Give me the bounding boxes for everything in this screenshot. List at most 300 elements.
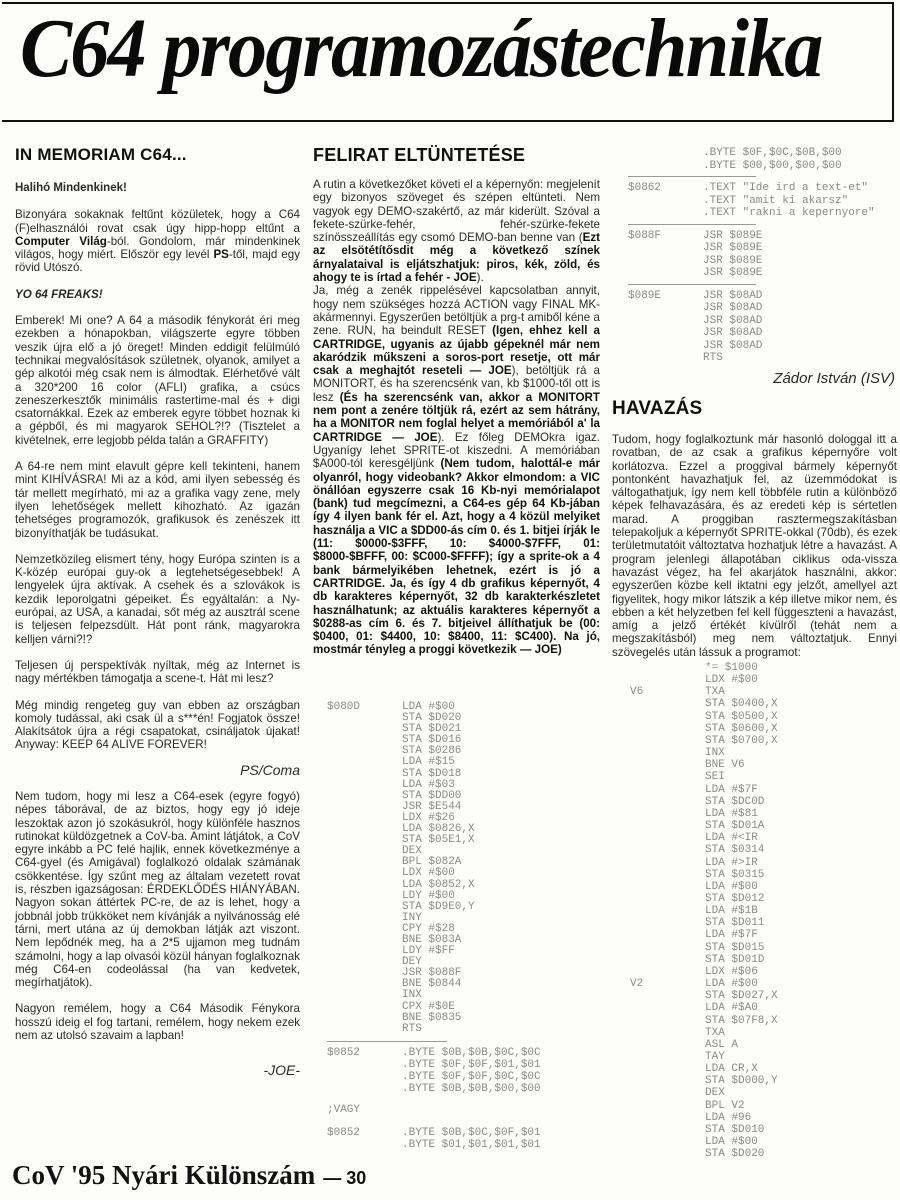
code-line <box>327 1083 541 1095</box>
code-line <box>628 230 875 243</box>
code-line <box>630 1051 778 1063</box>
code-label <box>327 1013 402 1024</box>
article-havazas <box>612 398 897 659</box>
code-instruction: JSR $089E <box>703 267 763 279</box>
code-instruction: .BYTE $01,$01,$01,$01 <box>402 1138 541 1151</box>
code-label: V6 <box>630 686 644 699</box>
author-signature: Zádor István (ISV) <box>773 370 895 387</box>
code-line <box>630 808 778 820</box>
code-listing-main <box>327 702 541 1151</box>
code-label <box>327 880 402 891</box>
code-label <box>630 820 705 832</box>
text-run: Ja, még a zenék rippelésével kapcsolatban annyit, hogy nem szükséges hozzá ACTION vagy FINAL MK-akármennyi. Egyszerűen betöltjük a prg-t amiből kéne a zene. RUN, ha beindult RESET <box>313 284 600 338</box>
code-instruction: STA $0700,X <box>705 734 778 747</box>
page-footer <box>12 1160 366 1191</box>
code-instruction: RTS <box>402 1022 422 1035</box>
code-label <box>630 1075 705 1087</box>
code-label <box>327 835 402 846</box>
code-label <box>630 893 705 905</box>
code-line <box>628 242 875 255</box>
code-label <box>327 990 402 1001</box>
code-label <box>630 1015 705 1027</box>
code-label <box>630 857 705 869</box>
code-instruction: STA $07F8,X <box>705 1014 778 1027</box>
code-line <box>327 769 541 780</box>
code-instruction: STA $D011 <box>705 917 765 930</box>
code-line <box>630 832 778 844</box>
text-run: ), betöltjük rá a MONITORT, és ha szerencsénk van, kb $1000-től ott is lesz <box>313 364 600 404</box>
code-label <box>327 1139 402 1151</box>
code-instruction: INX <box>402 989 422 1002</box>
code-label <box>630 662 705 674</box>
code-label <box>630 723 705 735</box>
code-label <box>630 881 705 893</box>
code-label <box>630 942 705 954</box>
code-label <box>327 780 402 791</box>
code-label <box>628 207 703 220</box>
code-instruction: DEY <box>402 956 422 969</box>
code-label <box>630 1051 705 1063</box>
code-instruction: STA $0600,X <box>705 722 778 735</box>
code-instruction: JSR $08AD <box>703 339 763 352</box>
greeting: Halihó Mindenkinek! <box>15 182 127 194</box>
code-label <box>628 267 703 280</box>
code-line <box>630 942 778 954</box>
code-label <box>327 979 402 990</box>
code-label <box>630 844 705 856</box>
code-block <box>327 1127 541 1151</box>
code-instruction: BNE V6 <box>705 759 745 772</box>
code-line <box>630 735 778 747</box>
text-run: Bizonyára sokaknak feltűnt közületek, hogy a C64 (F)elhasználói rovat csak úgy hipp-hopp eltűnt a <box>15 208 300 235</box>
afterword-body <box>15 790 300 1042</box>
code-instruction: LDA #96 <box>705 1111 752 1124</box>
code-line <box>630 662 778 674</box>
code-label <box>327 791 402 802</box>
code-listing-continued <box>628 147 875 365</box>
code-instruction: LDA #<IR <box>705 832 758 845</box>
code-instruction: INY <box>402 911 422 924</box>
article-body <box>313 178 600 657</box>
code-label <box>327 924 402 935</box>
code-label <box>630 771 705 783</box>
code-label: $0852 <box>327 1126 361 1139</box>
bold-text-run: (Igen, ehhez kell a CARTRIDGE, ugyanis az újabb gépeknél már nem akaródzik műkszeni a soros-port resetje, ott már csak a meghajtót reseteli — JOE <box>313 324 600 378</box>
article-heading: FELIRAT ELTÜNTETÉSE <box>313 145 526 165</box>
code-instruction: LDA #$00 <box>705 1136 758 1149</box>
code-line <box>630 954 778 966</box>
divider <box>628 224 756 225</box>
afterword-signature: -JOE- <box>263 1062 300 1079</box>
code-instruction: DEX <box>402 845 422 858</box>
code-line <box>630 929 778 941</box>
code-instruction: JSR $089E <box>703 229 763 242</box>
code-instruction: .TEXT "Ide ird a text-et" <box>703 182 869 194</box>
code-instruction: .BYTE $0B,$0B,$00,$00 <box>402 1082 541 1095</box>
code-label <box>630 796 705 808</box>
bold-text-run: (És ha szerencsénk van, akkor a MONITORT nem pont a zenére töltjük rá, ezért az sem hátrány, ha a MONITOR nem foglal helyet a memóriából a' la CARTRIDGE — JOE <box>313 390 600 444</box>
code-instruction: LDA #$7F <box>705 929 758 942</box>
code-label <box>327 1024 402 1035</box>
code-line <box>327 902 541 913</box>
code-label <box>628 352 703 365</box>
code-label <box>630 1027 705 1039</box>
code-line <box>628 340 875 353</box>
code-label <box>630 869 705 881</box>
code-label: $080D <box>327 701 361 713</box>
code-instruction: JSR $08AD <box>703 302 763 314</box>
code-instruction: STA $DD00 <box>402 789 462 802</box>
code-line <box>628 160 875 173</box>
paragraph <box>313 178 600 284</box>
code-block <box>630 662 778 1160</box>
code-instruction: INX <box>705 747 725 760</box>
code-instruction: JSR $089E <box>703 254 763 267</box>
article-in-memoriam <box>15 145 300 1078</box>
paragraph: Nem tudom, hogy mi lesz a C64-esek (egyre fogyó) népes táborával, de az biztos, hogy egy jó ideje leszoktak azon jó szokásukról, hogy különféle hasznos rutinokat küldözgetnek a CoV-ba. Amint látjátok, a CoV egyre inkább a PC felé hajlik, ennek következménye a C64-gyel (és Amigával) foglalkozó oldalak számának csökkentése. Így szűnt meg az általam vezetett rovat is, részben igazságosan: ÉRDEKLŐDÉS HIÁNYÁBAN. Nagyon sokan áttértek PC-re, de az is lehet, hogy a jobbnál jobb trükköket nem kívánják a nyilvánosság elé tárni, mert utána az új demokban látják azt viszont. Nem lepődnék meg, ha a 2*5 ujjamon meg tudnám számolni, hogy a lap olvasói közül hányan foglalkoznak még C64-en codeolással (ha van kedvetek, megírhatjátok). <box>15 789 300 990</box>
code-label <box>327 813 402 824</box>
code-instruction: STA $D027,X <box>705 990 778 1003</box>
code-block <box>327 1047 541 1095</box>
code-instruction: LDX #$26 <box>402 811 455 824</box>
code-instruction: LDX #$00 <box>402 867 455 880</box>
code-label <box>628 302 703 315</box>
code-instruction: BPL $082A <box>402 856 462 869</box>
code-instruction: CPY #$28 <box>402 922 455 935</box>
article-heading: IN MEMORIAM C64... <box>15 145 187 164</box>
code-line <box>327 979 541 990</box>
code-instruction: STA $D9E0,Y <box>402 900 475 913</box>
code-label <box>327 1059 402 1071</box>
bold-text-run: Ezt az elsötétítősdit még a következő színek árnyalataival is eljátszhatjuk: piros, kék, zöld, és ahogy te is írtad a fehér - JOE <box>313 231 600 285</box>
paragraph <box>313 284 600 656</box>
code-label <box>630 674 705 686</box>
code-label <box>630 929 705 941</box>
code-instruction: STA $D016 <box>402 734 462 747</box>
page-title: C64 programozástechnika <box>20 2 822 95</box>
code-label <box>628 242 703 255</box>
code-label <box>327 746 402 757</box>
code-line <box>630 1148 778 1160</box>
text-run: -től, majd egy rövid Utószó. <box>15 248 300 275</box>
code-label <box>327 946 402 957</box>
code-line <box>327 757 541 768</box>
code-label <box>327 757 402 768</box>
code-instruction: STA $0500,X <box>705 710 778 723</box>
letter-signature: PS/Coma <box>240 761 300 778</box>
code-line <box>628 255 875 268</box>
code-label <box>327 1002 402 1013</box>
code-line <box>630 1136 778 1148</box>
code-label <box>327 857 402 868</box>
code-label <box>630 1002 705 1014</box>
code-line <box>628 290 875 303</box>
code-line <box>630 674 778 686</box>
code-label <box>327 802 402 813</box>
code-label <box>630 954 705 966</box>
code-label <box>630 1063 705 1075</box>
code-line <box>630 686 778 698</box>
code-line <box>630 917 778 929</box>
code-line <box>327 880 541 891</box>
code-line <box>327 1127 541 1139</box>
code-line <box>630 978 778 990</box>
paragraph: Emberek! Mi one? A 64 a második fénykorát éri meg ezekben a hónapokban, világszerte egyre többen veszik újra elő a jó öreget! Minden eddigit felülmúló technikai megvalósítások születnek, olyanok, amilyet a gép alkotói még csak nem is álmodtak. Elérhetővé vált a 320*200 16 color (AFLI) grafika, a csúcs zeneszerkesztők minimális rastertime-mal és + digi csatornákkal. Ezek az emberek egyre többet hoznak ki a gépből, és mi magyarok SEHOL?!? (Tisztelet a kivételnek, erre legjobb példa talán a GRAFFITY) <box>15 314 300 447</box>
code-line <box>327 1139 541 1151</box>
code-label <box>327 913 402 924</box>
code-instruction: JSR $088F <box>402 967 462 980</box>
code-label <box>630 1112 705 1124</box>
code-line <box>327 1047 541 1059</box>
code-instruction: LDA #$81 <box>705 807 758 820</box>
code-line <box>630 881 778 893</box>
code-label <box>630 1087 705 1099</box>
code-line <box>630 759 778 771</box>
code-label <box>327 735 402 746</box>
code-label <box>327 902 402 913</box>
code-label: V2 <box>630 978 644 991</box>
divider <box>628 176 756 177</box>
code-label: $0852 <box>327 1046 361 1059</box>
code-label <box>630 832 705 844</box>
code-instruction: LDA $0826,X <box>402 823 475 836</box>
code-instruction: LDA #$00 <box>705 978 758 991</box>
code-line <box>628 315 875 328</box>
code-block <box>628 147 875 172</box>
code-label <box>630 1124 705 1136</box>
code-label <box>630 784 705 796</box>
code-instruction: JSR $08AD <box>703 289 763 302</box>
code-instruction: STA $D010 <box>705 1123 765 1136</box>
intro-paragraph <box>15 208 300 274</box>
code-instruction: STA $D020 <box>705 1148 765 1161</box>
code-line <box>628 352 875 365</box>
article-paragraph: Tudom, hogy foglalkoztunk már hasonló dologgal itt a rovatban, de az csak a grafikus képernyőre volt korlátozva. Ezzel a proggival bármely képernyőt pontonként havazhatjuk fel, az üzemmódokat is váltogathatjuk, így nem kell többféle rutin a különböző képek felhavazására, és az eredeti kép is sértetlen marad. A proggiban rasztermegszakításban telepakoljuk a képernyőt SPRITE-okkal (70db), és ezek területmutatóit változtatva hozhatjuk létre a havazást. A program jelenlegi állapotában ciklikus oda-vissza havazást végez, ha fel akarjátok használni, akkor: egyszerűen közbe kell iktatni egy jelzőt, amellyel azt figyelitek, hogy mikor látszik a kép illetve mikor nem, és ebben a két helyzetben fel kell függeszteni a havazást, amíg a jelző értékét kívülről (tehát nem a megszakításból) meg nem változtatjuk. Ennyi szövegelés után lássuk a programot: <box>612 433 897 659</box>
code-line <box>630 723 778 735</box>
code-line <box>630 771 778 783</box>
code-label <box>628 340 703 353</box>
code-label <box>630 966 705 978</box>
code-instruction: STA $D01D <box>705 953 765 966</box>
code-line <box>628 327 875 340</box>
code-line <box>327 1059 541 1071</box>
divider <box>327 1041 447 1042</box>
text-run: -ból. Gondolom, már mindenkinek világos, hogy miért. Először egy levél <box>15 234 300 262</box>
code-instruction: .BYTE $0F,$0F,$0C,$0C <box>402 1070 541 1083</box>
code-instruction: ASL A <box>705 1038 739 1051</box>
paragraph: Nagyon remélem, hogy a C64 Második Fénykora hosszú ideig el fog tartani, remélem, hogy nekem ezek nem az utolsó szavaim a lapban! <box>15 1002 300 1043</box>
letter-subheading: YO 64 FREAKS! <box>15 287 103 301</box>
code-line <box>630 1015 778 1027</box>
code-label <box>630 747 705 759</box>
code-instruction: LDA #>IR <box>705 856 758 869</box>
code-instruction: DEX <box>705 1087 725 1100</box>
code-instruction: TXA <box>705 686 725 699</box>
code-label <box>327 891 402 902</box>
paragraph: Teljesen új perspektívák nyíltak, még az Internet is nagy mértékben támogatja a scene-t. Hát mi lesz? <box>15 658 300 686</box>
code-instruction: STA $DC0D <box>705 795 765 808</box>
code-line <box>630 796 778 808</box>
paragraph: A 64-re nem mint elavult gépre kell tekinteni, hanem mint KIHÍVÁSRA! Mi az a kód, ami ilyen sebesség és tár mellett megírható, mi az a grafika vagy zene, mely ilyen lehetőségek mellett kihozható. Az igazán tehetséges programozók, grafikusok és zenészek itt bizonyíthatják be tudásukat. <box>15 460 300 540</box>
code-line <box>327 946 541 957</box>
letter-body <box>15 314 300 752</box>
code-label <box>327 957 402 968</box>
code-label <box>630 698 705 710</box>
code-line <box>327 1071 541 1083</box>
code-instruction: LDA #$00 <box>705 880 758 893</box>
code-instruction: STA $D000,Y <box>705 1075 778 1088</box>
code-label <box>630 808 705 820</box>
code-line <box>630 1027 778 1039</box>
code-label: $089E <box>628 289 662 302</box>
code-label <box>630 917 705 929</box>
code-instruction: CPX #$0E <box>402 1000 455 1013</box>
code-instruction: STA $05E1,X <box>402 834 475 847</box>
code-instruction: JSR $08AD <box>703 327 763 339</box>
code-label: $088F <box>628 229 662 242</box>
code-line <box>630 1124 778 1136</box>
code-line <box>630 905 778 917</box>
code-label <box>630 905 705 917</box>
code-instruction: STA $D012 <box>705 892 765 905</box>
code-instruction: .TEXT "amit ki akarsz" <box>703 194 849 207</box>
code-instruction: BPL V2 <box>705 1099 745 1112</box>
code-instruction: STA $D020 <box>402 712 462 725</box>
code-line <box>630 857 778 869</box>
code-block <box>628 230 875 280</box>
code-label <box>628 327 703 340</box>
code-label <box>628 255 703 268</box>
code-instruction: LDY #$00 <box>402 889 455 902</box>
code-block <box>327 702 541 1035</box>
code-label <box>628 147 703 160</box>
code-line <box>630 1112 778 1124</box>
code-label <box>628 160 703 173</box>
title-banner <box>2 2 894 122</box>
code-instruction: LDA #$1B <box>705 905 758 918</box>
code-instruction: SEI <box>705 771 725 784</box>
code-line <box>327 990 541 1001</box>
code-instruction: RTS <box>703 352 723 364</box>
code-line <box>630 711 778 723</box>
code-line <box>628 195 875 208</box>
code-line <box>630 869 778 881</box>
code-line <box>327 1024 541 1035</box>
code-instruction: LDA #$03 <box>402 778 455 791</box>
code-label <box>327 846 402 857</box>
code-line <box>628 302 875 315</box>
code-label <box>630 990 705 1002</box>
code-instruction: LDA CR,X <box>705 1063 758 1076</box>
code-line <box>630 784 778 796</box>
magazine-name: CoV '95 Nyári Különszám <box>12 1160 316 1190</box>
code-instruction: JSR $E544 <box>402 800 462 813</box>
code-listing-havazas <box>630 662 778 1160</box>
code-label <box>327 724 402 735</box>
code-instruction: *= $1000 <box>705 662 758 674</box>
page-number: — 30 <box>323 1168 367 1188</box>
code-line <box>628 267 875 280</box>
code-instruction: .BYTE $0B,$0C,$0F,$01 <box>402 1126 541 1139</box>
code-instruction: .BYTE $00,$00,$00,$00 <box>703 159 842 172</box>
code-line <box>630 990 778 1002</box>
article-felirat <box>313 145 600 657</box>
article-heading: HAVAZÁS <box>612 398 703 419</box>
code-line <box>630 893 778 905</box>
code-label <box>630 1100 705 1112</box>
code-label <box>628 315 703 328</box>
code-line <box>327 1002 541 1013</box>
code-line <box>630 747 778 759</box>
code-instruction: STA $0286 <box>402 745 462 758</box>
text-run: ). Ez főleg DEMOkra igaz. Ugyanígy lehet SPRITE-ot kiszedni. A memóriában $A000-tól keresgéljünk <box>313 430 601 471</box>
code-instruction: STA $D021 <box>402 723 462 736</box>
code-instruction: JSR $089E <box>703 242 763 254</box>
code-instruction: LDX #$00 <box>705 674 758 687</box>
code-instruction: .TEXT "rakni a kepernyore" <box>703 207 875 219</box>
code-label <box>630 711 705 723</box>
divider <box>628 284 756 285</box>
code-label <box>327 1083 402 1095</box>
code-instruction: .BYTE $0F,$0C,$0B,$00 <box>703 147 842 159</box>
code-instruction: LDA #$00 <box>402 701 455 713</box>
code-instruction: BNE $0844 <box>402 978 462 991</box>
code-line <box>630 1039 778 1051</box>
bold-text-run: PS <box>213 248 229 262</box>
code-label <box>327 935 402 946</box>
code-instruction: STA $D01A <box>705 820 765 833</box>
code-label <box>630 759 705 771</box>
code-line <box>327 835 541 846</box>
code-label <box>630 735 705 747</box>
code-label <box>327 769 402 780</box>
code-block <box>628 290 875 365</box>
code-line <box>628 147 875 160</box>
code-label <box>327 713 402 724</box>
code-label <box>628 195 703 208</box>
code-label <box>327 968 402 979</box>
code-label <box>327 868 402 879</box>
code-instruction: STA $D015 <box>705 941 765 954</box>
code-instruction: LDA #$A0 <box>705 1002 758 1015</box>
paragraph: Nemzetközileg elismert tény, hogy Európa szinten is a K-közép európai guy-ok a legtehetségesebbek! A lengyelek újra aktívak. A csehek és a szlovákok is kezdik leporolgatni gépeiket. És egyáltalán: a Ny-európai, az USA, a kanadai, sőt még az ausztrál scene is teljesen felpezsdült. Hát pont ránk, magyarokra kelljen várni?!? <box>15 552 300 646</box>
code-instruction: STA $D018 <box>402 767 462 780</box>
code-instruction: STA $0400,X <box>705 698 778 711</box>
code-line <box>630 1100 778 1112</box>
code-line <box>630 1002 778 1014</box>
code-instruction: TAY <box>705 1051 725 1063</box>
text-run: A rutin a következőket követi el a képernyőn: megjelenít egy bizonyos szöveget és szépen eltünteti. Nem vagyok egy DEMO-szakértő, az már kiderült. Szóval a fekete-szürke-fehér, fehér-szürke-fekete színösszeállítás egy csomó DEMO-ban benne van ( <box>313 178 600 245</box>
code-line <box>630 966 778 978</box>
code-instruction: LDA #$7F <box>705 783 758 796</box>
code-label <box>630 1039 705 1051</box>
code-line <box>628 182 875 195</box>
text-run: ). <box>476 271 484 285</box>
code-label <box>327 1071 402 1083</box>
code-instruction: JSR $08AD <box>703 314 763 327</box>
code-label <box>630 1148 705 1160</box>
code-instruction: .BYTE $0B,$0B,$0C,$0C <box>402 1046 541 1059</box>
code-line <box>630 844 778 856</box>
code-line <box>630 820 778 832</box>
code-instruction: STA $0314 <box>705 844 765 857</box>
code-label <box>327 824 402 835</box>
code-instruction: LDA #$15 <box>402 756 455 769</box>
code-line <box>630 698 778 710</box>
code-instruction: LDX #$06 <box>705 965 758 978</box>
code-line <box>327 1013 541 1024</box>
code-line <box>628 207 875 220</box>
